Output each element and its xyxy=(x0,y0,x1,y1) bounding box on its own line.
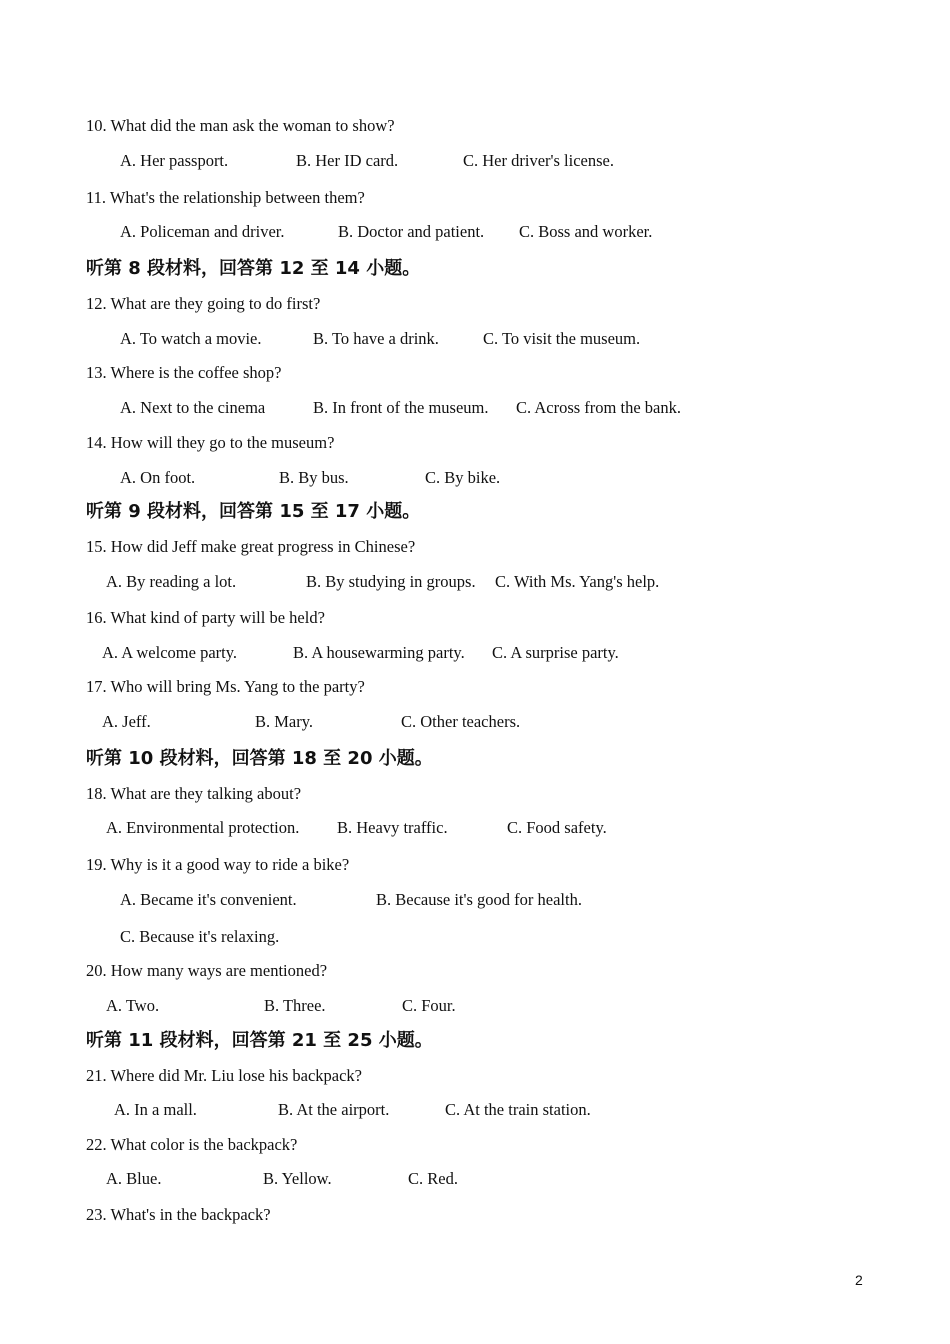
option-18c: C. Food safety. xyxy=(507,818,607,837)
question-18: 18. What are they talking about? xyxy=(86,784,302,803)
option-20b: B. Three. xyxy=(264,996,326,1015)
option-20c: C. Four. xyxy=(402,996,456,1015)
option-11b: B. Doctor and patient. xyxy=(338,222,485,241)
section-heading-10: 听第 10 段材料，回答第 18 至 20 小题。 xyxy=(86,748,433,769)
option-11c: C. Boss and worker. xyxy=(519,222,653,241)
option-12c: C. To visit the museum. xyxy=(483,329,641,348)
option-14c: C. By bike. xyxy=(425,468,501,487)
option-15c: C. With Ms. Yang's help. xyxy=(495,572,660,591)
option-21c: C. At the train station. xyxy=(445,1100,591,1119)
question-20: 20. How many ways are mentioned? xyxy=(86,961,328,980)
option-19a: A. Became it's convenient. xyxy=(120,890,297,909)
option-12b: B. To have a drink. xyxy=(313,329,439,348)
option-17b: B. Mary. xyxy=(255,712,314,731)
option-14a: A. On foot. xyxy=(120,468,196,487)
question-15: 15. How did Jeff make great progress in Chinese? xyxy=(86,537,416,556)
question-23: 23. What's in the backpack? xyxy=(86,1205,271,1224)
option-16a: A. A welcome party. xyxy=(102,643,238,662)
option-18a: A. Environmental protection. xyxy=(106,818,300,837)
option-13a: A. Next to the cinema xyxy=(120,398,266,417)
question-16: 16. What kind of party will be held? xyxy=(86,608,325,627)
question-19: 19. Why is it a good way to ride a bike? xyxy=(86,855,350,874)
option-20a: A. Two. xyxy=(106,996,160,1015)
option-11a: A. Policeman and driver. xyxy=(120,222,285,241)
option-14b: B. By bus. xyxy=(279,468,349,487)
option-15a: A. By reading a lot. xyxy=(106,572,237,591)
question-22: 22. What color is the backpack? xyxy=(86,1135,298,1154)
option-17c: C. Other teachers. xyxy=(401,712,521,731)
option-10b: B. Her ID card. xyxy=(296,151,399,170)
question-14: 14. How will they go to the museum? xyxy=(86,433,335,452)
option-21b: B. At the airport. xyxy=(278,1100,390,1119)
option-15b: B. By studying in groups. xyxy=(306,572,476,591)
option-19b: B. Because it's good for health. xyxy=(376,890,582,909)
option-19c: C. Because it's relaxing. xyxy=(120,927,280,946)
option-21a: A. In a mall. xyxy=(114,1100,197,1119)
option-12a: A. To watch a movie. xyxy=(120,329,262,348)
section-heading-11: 听第 11 段材料，回答第 21 至 25 小题。 xyxy=(86,1030,433,1051)
option-16b: B. A housewarming party. xyxy=(293,643,465,662)
option-22b: B. Yellow. xyxy=(263,1169,332,1188)
question-12: 12. What are they going to do first? xyxy=(86,294,321,313)
option-16c: C. A surprise party. xyxy=(492,643,619,662)
question-11: 11. What's the relationship between them? xyxy=(86,188,365,207)
question-13: 13. Where is the coffee shop? xyxy=(86,363,282,382)
option-17a: A. Jeff. xyxy=(102,712,151,731)
option-13b: B. In front of the museum. xyxy=(313,398,489,417)
option-22a: A. Blue. xyxy=(106,1169,162,1188)
option-10c: C. Her driver's license. xyxy=(463,151,614,170)
section-heading-8: 听第 8 段材料，回答第 12 至 14 小题。 xyxy=(86,258,421,279)
option-18b: B. Heavy traffic. xyxy=(337,818,448,837)
question-10: 10. What did the man ask the woman to show? xyxy=(86,116,395,135)
question-21: 21. Where did Mr. Liu lose his backpack? xyxy=(86,1066,362,1085)
option-13c: C. Across from the bank. xyxy=(516,398,681,417)
section-heading-9: 听第 9 段材料，回答第 15 至 17 小题。 xyxy=(86,501,421,522)
page-number: 2 xyxy=(855,1272,863,1288)
option-10a: A. Her passport. xyxy=(120,151,229,170)
option-22c: C. Red. xyxy=(408,1169,458,1188)
question-17: 17. Who will bring Ms. Yang to the party? xyxy=(86,677,365,696)
